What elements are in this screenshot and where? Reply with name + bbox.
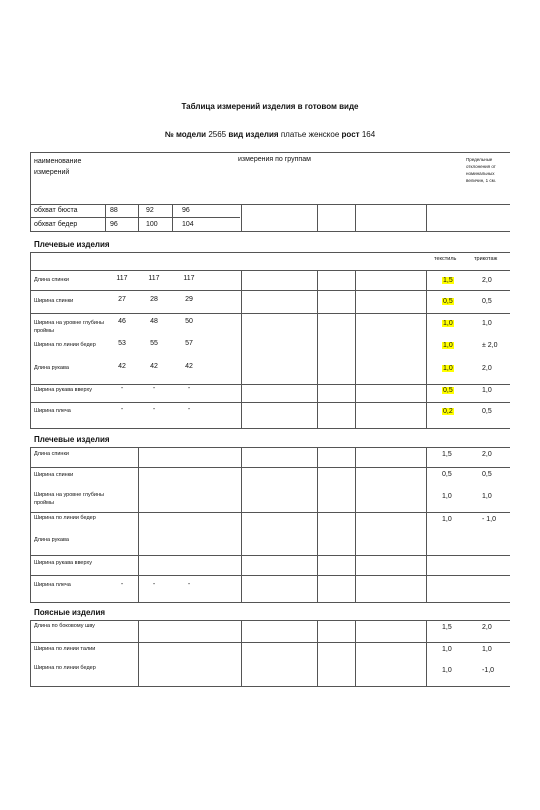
row-name: Ширина по линии бедер [34,342,96,348]
textile-value [442,408,454,416]
row-value: 117 [148,275,160,282]
knit-value: 0,5 [482,471,492,478]
knit-value: ± 2,0 [482,342,498,349]
textile-value [442,387,454,395]
highlighted-value: 1,0 [443,365,453,372]
textile-value: 1,5 [442,451,452,458]
base-row-value: 96 [110,221,118,228]
col-knit: трикотаж [474,256,498,262]
row-value: - [187,406,191,413]
row-value: - [152,581,156,588]
row-name: Ширина на уровне глубины проймы [34,492,104,506]
row-name: Ширина рукава вверху [34,560,92,566]
row-value: 55 [150,340,158,347]
model-label: № модели [164,130,207,139]
row-value: - [187,385,191,392]
textile-value [442,277,454,285]
type-label: вид изделия [228,130,279,139]
knit-value: 1,0 [482,493,492,500]
textile-value: 1,0 [442,646,452,653]
textile-value: 1,5 [442,624,452,631]
row-value: 48 [150,318,158,325]
row-name: Ширина спинки [34,472,74,478]
header-name-col: наименование измерений [34,158,82,176]
textile-value [442,342,454,350]
row-name: Ширина рукава вверху [34,387,92,393]
base-row-value: 100 [146,221,158,228]
textile-value [442,298,454,306]
highlighted-value: 0,2 [443,408,453,415]
row-name: Ширина по линии бедер [34,665,96,671]
base-row-value: 88 [110,207,118,214]
knit-value: 2,0 [482,451,492,458]
section2-title: Плечевые изделия [34,435,110,444]
row-name: Ширина плеча [34,582,71,588]
highlighted-value: 1,5 [443,277,453,284]
type-value: платье женское [280,130,340,139]
knit-value: 2,0 [482,624,492,631]
row-value: 27 [118,296,126,303]
model-line [0,130,540,139]
knit-value: 2,0 [482,277,492,284]
row-value: 42 [185,363,193,370]
highlighted-value: 1,0 [443,342,453,349]
row-value: - [120,581,124,588]
row-value: 29 [185,296,193,303]
row-value: 53 [118,340,126,347]
knit-value: - 1,0 [482,516,497,523]
row-name: Длина рукава [34,537,69,543]
base-row-name: обхват бюста [34,207,78,214]
section1-title: Плечевые изделия [34,240,110,249]
row-name: Длина по боковому шву [34,623,95,629]
row-value: 42 [118,363,126,370]
base-row-value: 92 [146,207,154,214]
knit-value: 2,0 [482,365,492,372]
knit-value: 1,0 [482,320,492,327]
header-groups-col: измерения по группам [238,156,311,163]
row-value: 117 [183,275,195,282]
row-value: 28 [150,296,158,303]
knit-value: 0,5 [482,408,492,415]
row-name: Ширина по линии бедер [34,515,96,521]
base-row-name: обхват бедер [34,221,78,228]
header-tolerance-col: Предельные отклонения от номинальных величин, 1 см. [466,157,497,183]
row-value: 117 [116,275,128,282]
model-value: 2565 [208,130,227,139]
row-name: Длина спинки [34,277,69,283]
row-value: 50 [185,318,193,325]
textile-value: 0,5 [442,471,452,478]
row-name: Ширина спинки [34,298,74,304]
row-value: - [152,406,156,413]
row-value: 57 [185,340,193,347]
textile-value [442,365,454,373]
highlighted-value: 1,0 [443,320,453,327]
row-value: - [152,385,156,392]
row-name: Ширина на уровне глубины проймы [34,320,104,334]
knit-value: 1,0 [482,387,492,394]
row-value: - [187,581,191,588]
section3-title: Поясные изделия [34,608,106,617]
row-name: Длина спинки [34,451,69,457]
row-value: 42 [150,363,158,370]
highlighted-value: 0,5 [443,387,453,394]
highlighted-value: 0,5 [443,298,453,305]
textile-value [442,320,454,328]
knit-value: 0,5 [482,298,492,305]
col-textile: текстиль [434,256,457,262]
row-value: 46 [118,318,126,325]
knit-value: -1,0 [482,667,495,674]
row-value: - [120,406,124,413]
page-title: Таблица измерений изделия в готовом виде [181,102,359,111]
row-value: - [120,385,124,392]
base-row-value: 104 [182,221,194,228]
row-name: Ширина плеча [34,408,71,414]
height-value: 164 [361,130,376,139]
row-name: Длина рукава [34,365,69,371]
textile-value: 1,0 [442,493,452,500]
knit-value: 1,0 [482,646,492,653]
height-label: рост [341,130,360,139]
base-row-value: 96 [182,207,190,214]
row-name: Ширина по линии талии [34,646,96,652]
textile-value: 1,0 [442,667,452,674]
textile-value: 1,0 [442,516,452,523]
